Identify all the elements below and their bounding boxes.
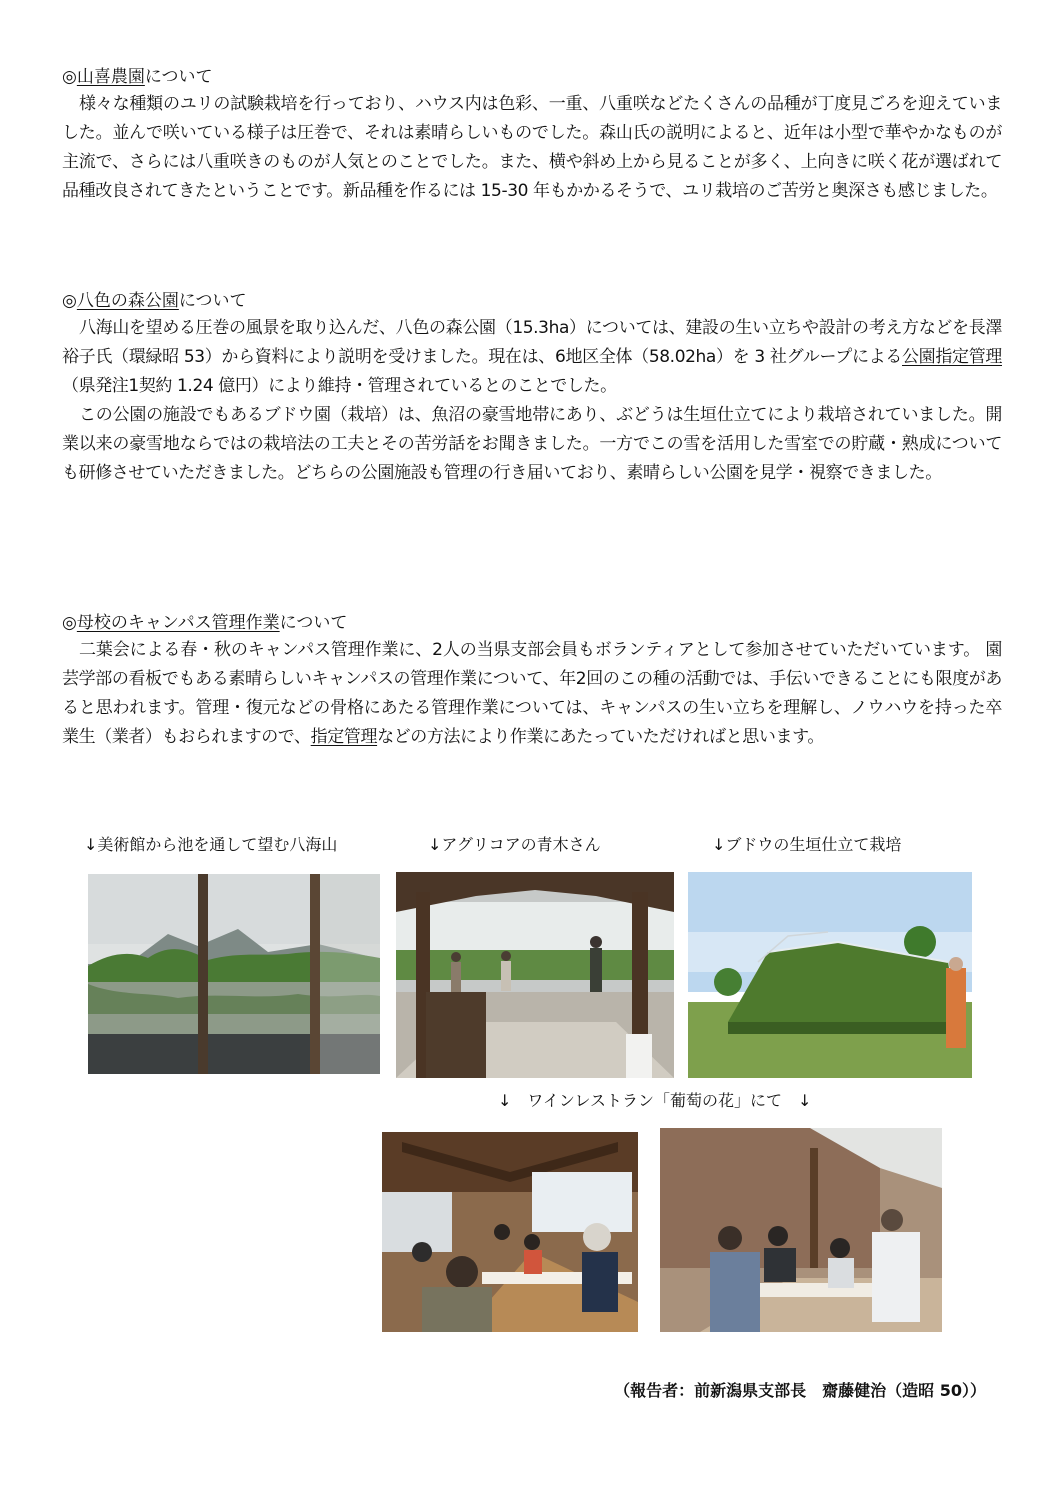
caption-photo3: ↓ブドウの生垣仕立て栽培 — [712, 835, 902, 854]
section-heading — [62, 64, 1002, 90]
heading-mark: ◎ — [62, 613, 77, 633]
section-yairo-park — [62, 288, 1002, 488]
heading-rest: について — [279, 613, 348, 633]
paragraph-text: 八海山を望める圧巻の風景を取り込んだ、八色の森公園（15.3ha）については、建設の生い立ちや設計の考え方などを長澤裕子氏（環緑昭 53）から資料により説明を受けました。現在は、6地区全体（58.02ha）を 3 社グループによる — [62, 318, 1002, 367]
heading-rest: について — [144, 67, 213, 87]
heading-underlined: 山喜農園 — [76, 67, 145, 87]
photo-restaurant-group1 — [382, 1132, 638, 1332]
heading-mark: ◎ — [62, 67, 77, 87]
paragraph — [62, 401, 1002, 488]
reporter-credit: （報告者：前新潟県支部長 齋藤健治（造昭 50）） — [614, 1381, 986, 1400]
photo-grape-hedge — [688, 872, 972, 1078]
paragraph — [62, 90, 1002, 206]
caption-photo2: ↓アグリコアの青木さん — [428, 835, 601, 854]
paragraph — [62, 636, 1002, 752]
heading-rest: について — [178, 291, 247, 311]
section-heading — [62, 288, 1002, 314]
paragraph-text: この公園の施設でもあるブドウ園（栽培）は、魚沼の豪雪地帯にあり、ぶどうは生垣仕立てにより栽培されていました。開業以来の豪雪地ならではの栽培法の工夫とその苦労話をお聞きました。一方でこの雪を活用した雪室での貯蔵・熟成についても研修させていただきました。どちらの公園施設も管理の行き届いており、素晴らしい公園を見学・視察できました。 — [62, 405, 1002, 483]
paragraph-text: などの方法により作業にあたっていただければと思います。 — [377, 727, 824, 747]
heading-mark: ◎ — [62, 291, 77, 311]
paragraph-text: 様々な種類のユリの試験栽培を行っており、ハウス内は色彩、一重、八重咲などたくさんの品種が丁度見ごろを迎えていました。並んで咲いている様子は圧巻で、それは素晴らしいものでした。森山氏の説明によると、近年は小型で華やかなものが主流で、さらには八重咲きのものが人気とのことでした。また、横や斜め上から見ることが多く、上向きに咲く花が選ばれて品種改良されてきたということです。新品種を作るには 15-30 年もかかるそうで、ユリ栽培のご苦労と奥深さも感じました。 — [62, 94, 1002, 201]
section-heading — [62, 610, 1002, 636]
section-campus-maintenance — [62, 610, 1002, 752]
section-yamaki-farm — [62, 64, 1002, 206]
paragraph — [62, 314, 1002, 401]
caption-restaurant: ↓ ワインレストラン「葡萄の花」にて ↓ — [498, 1091, 812, 1110]
paragraph-underlined-term: 公園指定管理 — [902, 347, 1002, 367]
paragraph-text: 二葉会による春・秋のキャンパス管理作業に、2人の当県支部会員もボランティアとして参加させていただいています。 園芸学部の看板でもある素晴らしいキャンパスの管理作業について、年2回のこの種の活動では、手伝いできることにも限度があると思われます。管理・復元などの骨格にあたる管理作業については、キャンパスの生い立ちを理解し、ノウハウを持った卒業生（業者）もおられますので、 — [62, 640, 1002, 747]
heading-underlined: 母校のキャンパス管理作業 — [76, 613, 280, 633]
paragraph-underlined-term: 指定管理 — [310, 727, 378, 747]
heading-underlined: 八色の森公園 — [76, 291, 179, 311]
paragraph-text: （県発注1契約 1.24 億円）により維持・管理されているとのことでした。 — [62, 376, 617, 396]
photo-agricore-aoki — [396, 872, 674, 1078]
photo-pond-hakkaisan — [88, 874, 380, 1074]
caption-photo1: ↓美術館から池を通して望む八海山 — [84, 835, 338, 854]
photo-restaurant-group2 — [660, 1128, 942, 1332]
